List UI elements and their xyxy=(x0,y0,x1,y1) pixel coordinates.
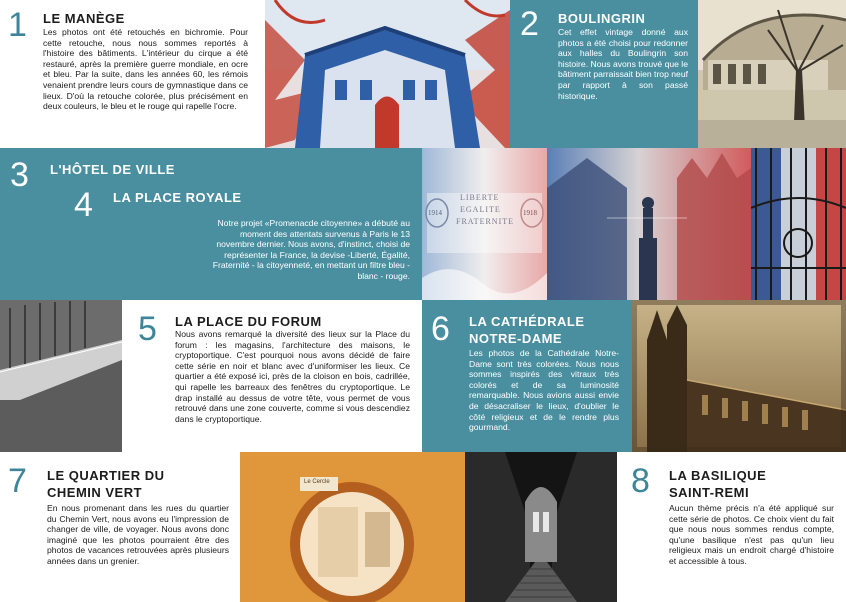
section-7-block xyxy=(0,452,240,602)
photo-monument xyxy=(422,148,547,300)
photo-ironwork xyxy=(751,148,846,300)
section-4-title: LA PLACE ROYALE xyxy=(113,190,242,205)
photo-forum xyxy=(0,300,122,452)
section-4-number: 4 xyxy=(74,186,93,224)
section-5-block xyxy=(122,300,422,452)
monument-motto-liberte: LIBERTE xyxy=(460,193,500,202)
door-sign-text: Le Cercle xyxy=(304,479,330,485)
section-7-title-line2: CHEMIN VERT xyxy=(47,485,143,500)
section-6-title: LA CATHÉDRALE xyxy=(469,314,585,329)
photo-statue-cathedral xyxy=(547,148,751,300)
section-1-block xyxy=(0,0,265,148)
photo-basilica-nave xyxy=(465,452,617,602)
monument-year-left: 1914 xyxy=(428,209,442,217)
section-3-4-block xyxy=(0,148,422,300)
section-2-number: 2 xyxy=(520,5,539,43)
section-8-title-line2: SAINT-REMI xyxy=(669,485,750,500)
section-7-text: En nous promenant dans les rues du quartier du Chemin Vert, nous avons eu l'impression de changer de ville, de voyager. Nous avons donc imaginé que les photos pourraient être des photos de vacances retrouvées après plusieurs années dans un grenier. xyxy=(47,503,229,566)
section-3-number: 3 xyxy=(10,156,29,194)
section-1-text: Les photos ont été retouchés en bichromie. Pour cette retouche, nous nous sommes reportés à l'histoire des bâtiments. L'intérieur du cirque a été restauré, après la première guerre mondiale, en ocre et bleu. Par la suite, dans les années 60, les rémois venaient prendre leurs cours de gymnastique dans ce lieux. D'où la retouche colorée, plus précisément en deux couleurs, le bleu et le rouge qui rapelle l'ocre. xyxy=(43,27,248,112)
section-7-number: 7 xyxy=(8,462,27,500)
photo-cathedral xyxy=(632,300,846,452)
photo-boulingrin xyxy=(698,0,846,148)
monument-motto-fraternite: FRATERNITE xyxy=(456,217,514,226)
section-8-block xyxy=(617,452,846,602)
photo-porthole-door xyxy=(240,452,465,602)
section-6-text: Les photos de la Cathédrale Notre-Dame sont très colorées. Nous nous sommes inspirés des vitraux très colorés et de sa luminosité remarquable. Nous avions aussi envie de désacraliser le lieux, d'oublier le côté religieux et de le rendre plus gourmand. xyxy=(469,348,619,433)
section-2-text: Cet effet vintage donné aux photos a été choisi pour redonner aux halles du Boulingrin son histoire. Nous avons trouvé que le bâtiment parraissait bien trop neuf par rapport à son passé historique. xyxy=(558,27,688,101)
section-6-number: 6 xyxy=(431,310,450,348)
monument-motto-egalite: EGALITE xyxy=(460,205,501,214)
section-1-number: 1 xyxy=(8,6,27,44)
section-6-title-line2: NOTRE-DAME xyxy=(469,331,563,346)
section-5-number: 5 xyxy=(138,310,157,348)
monument-year-right: 1918 xyxy=(523,209,537,217)
section-7-title: LE QUARTIER DU xyxy=(47,468,165,483)
section-2-title: BOULINGRIN xyxy=(558,11,646,26)
section-5-title: LA PLACE DU FORUM xyxy=(175,314,322,329)
section-8-title: LA BASILIQUE xyxy=(669,468,767,483)
section-8-number: 8 xyxy=(631,462,650,500)
section-3-title: L'HÔTEL DE VILLE xyxy=(50,162,175,177)
section-4-text: Notre projet «Promenacde citoyenne» a débuté au moment des attentats survenus à Paris le 13 novembre dernier. Nous avons, d'instinct, choisi de représenter la France, la devise -Liberté, Égalité, Fraternité - la citoyenneté, en mettant un filtre bleu - blanc - rouge. xyxy=(212,218,410,281)
section-2-block xyxy=(510,0,698,148)
section-8-text: Aucun thème précis n'a été appliqué sur cette série de photos. Ce choix vient du fait que nous nous sommes rendus compte, qu'une basilique n'est pas qu'un lieu religieux mais un endroit chargé d'histoire et accessible à tous. xyxy=(669,503,834,566)
section-5-text: Nous avons remarqué la diversité des lieux sur la Place du forum : les magasins, l'architecture des maisons, le cryptoportique. C'est pourquoi nous avons décidé de faire cette série en noir et blanc avec d'uniformiser les lieux. Ce quartier a été exposé ici, près de la cloison en bois, cadrillée, qui rapelle les barreaux des fenêtres du cryptoportique. Le drap installé au dessus de votre tête, vous permet de vous retrouvé dans une zone couverte, comme si vous descendiez dans le cryptoportique. xyxy=(175,329,410,424)
photo-manege xyxy=(265,0,510,148)
section-6-block xyxy=(422,300,632,452)
section-1-title: LE MANÈGE xyxy=(43,11,125,26)
